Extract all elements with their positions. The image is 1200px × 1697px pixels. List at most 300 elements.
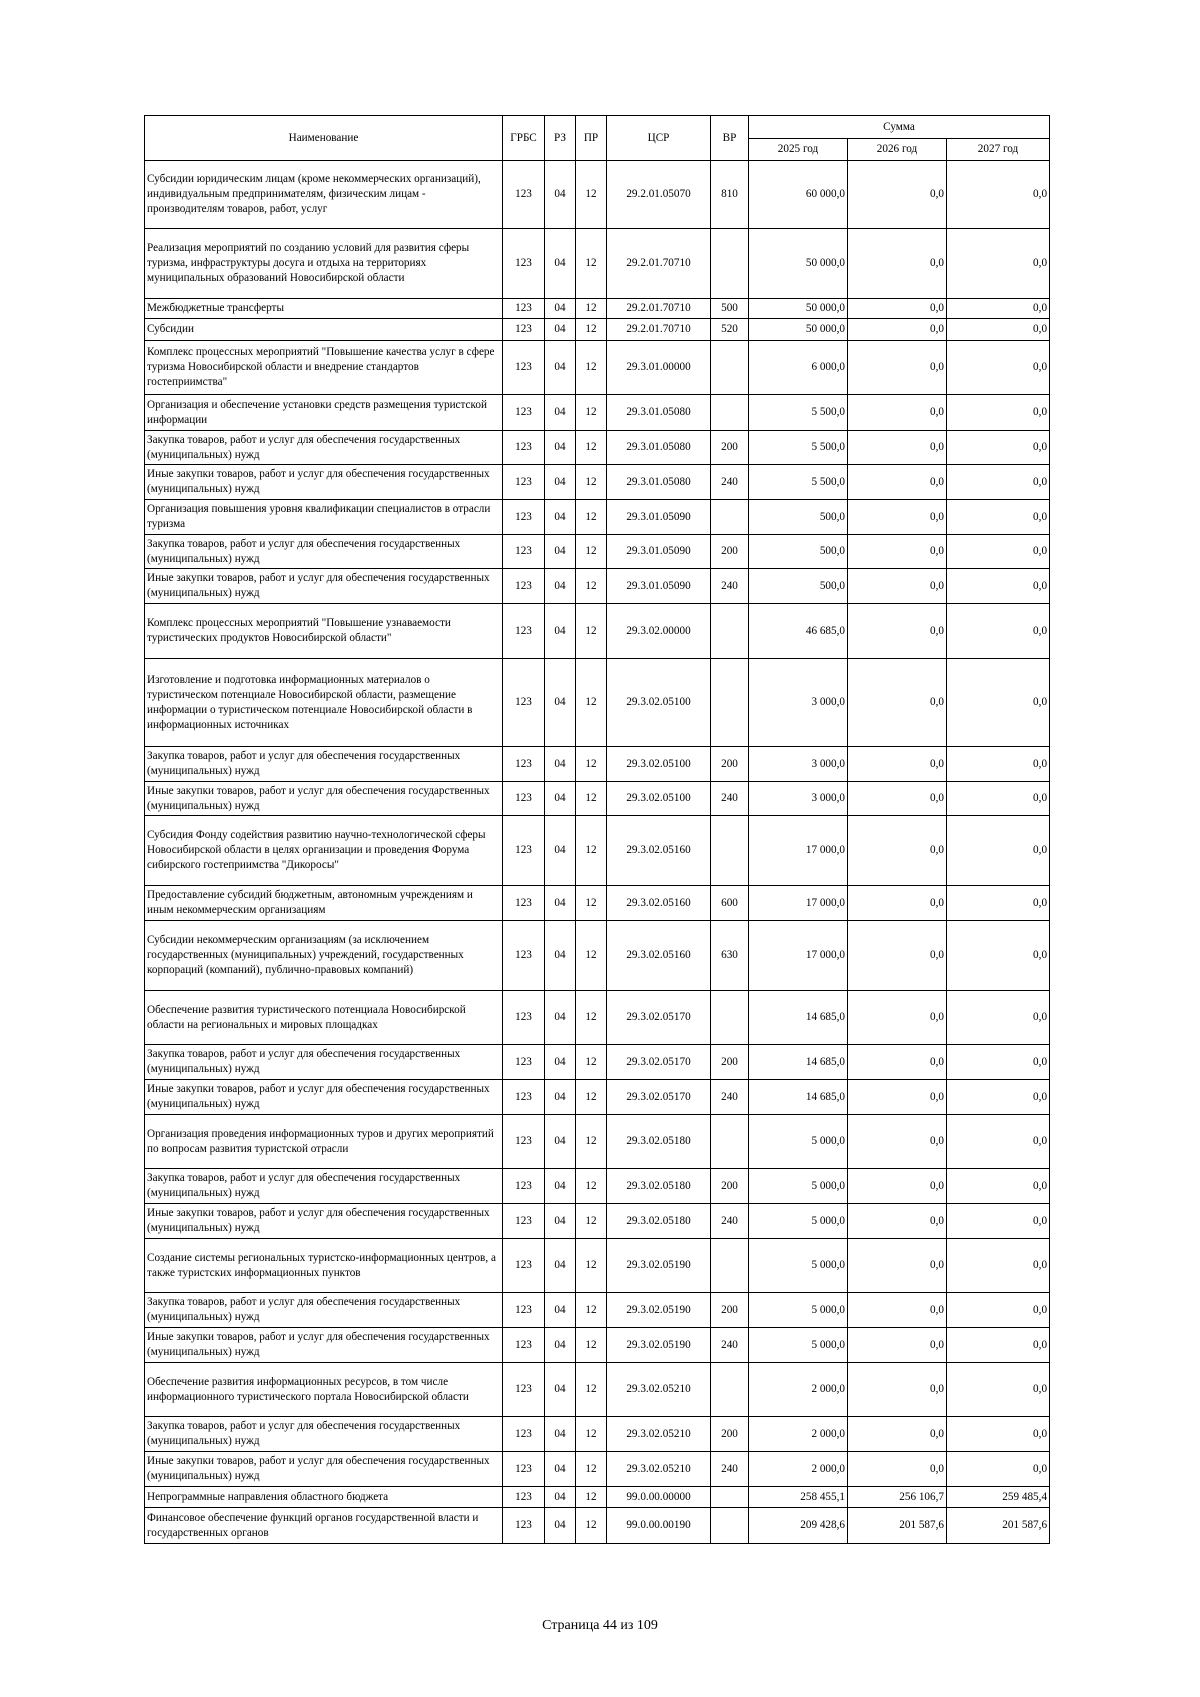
- cell-sum-2027: 0,0: [947, 431, 1050, 465]
- cell-csr: 29.3.02.05180: [607, 1204, 711, 1239]
- cell-sum-2027: 0,0: [947, 1204, 1050, 1239]
- cell-sum-2026: 0,0: [848, 319, 947, 341]
- cell-vr: 810: [711, 161, 749, 229]
- cell-rz: 04: [545, 1239, 576, 1293]
- cell-pr: 12: [576, 1045, 607, 1080]
- cell-grbs: 123: [503, 395, 545, 431]
- cell-name: Иные закупки товаров, работ и услуг для обеспечения государственных (муниципальных) нужд: [145, 465, 503, 500]
- cell-grbs: 123: [503, 782, 545, 816]
- cell-name: Иные закупки товаров, работ и услуг для обеспечения государственных (муниципальных) нужд: [145, 782, 503, 816]
- cell-rz: 04: [545, 747, 576, 782]
- cell-pr: 12: [576, 921, 607, 991]
- cell-csr: 29.3.01.05090: [607, 535, 711, 569]
- cell-sum-2025: 5 000,0: [749, 1115, 848, 1169]
- cell-sum-2025: 14 685,0: [749, 1045, 848, 1080]
- cell-pr: 12: [576, 1508, 607, 1544]
- cell-rz: 04: [545, 161, 576, 229]
- cell-grbs: 123: [503, 1452, 545, 1487]
- cell-grbs: 123: [503, 1417, 545, 1452]
- cell-vr: 240: [711, 1328, 749, 1363]
- cell-rz: 04: [545, 1417, 576, 1452]
- cell-grbs: 123: [503, 569, 545, 604]
- cell-name: Организация и обеспечение установки средств размещения туристской информации: [145, 395, 503, 431]
- table-row: [145, 395, 1050, 431]
- table-row: [145, 747, 1050, 782]
- cell-sum-2025: 500,0: [749, 500, 848, 535]
- cell-pr: 12: [576, 782, 607, 816]
- cell-rz: 04: [545, 1508, 576, 1544]
- cell-pr: 12: [576, 604, 607, 659]
- cell-sum-2027: 0,0: [947, 1080, 1050, 1115]
- cell-sum-2027: 0,0: [947, 1363, 1050, 1417]
- cell-sum-2026: 0,0: [848, 395, 947, 431]
- table-row: [145, 229, 1050, 299]
- cell-grbs: 123: [503, 161, 545, 229]
- cell-vr: [711, 395, 749, 431]
- cell-csr: 29.3.01.05080: [607, 465, 711, 500]
- cell-sum-2027: 0,0: [947, 659, 1050, 747]
- cell-sum-2025: 5 000,0: [749, 1169, 848, 1204]
- cell-sum-2025: 46 685,0: [749, 604, 848, 659]
- cell-rz: 04: [545, 431, 576, 465]
- cell-name: Межбюджетные трансферты: [145, 299, 503, 319]
- cell-sum-2025: 50 000,0: [749, 319, 848, 341]
- table-row: [145, 341, 1050, 395]
- cell-rz: 04: [545, 1045, 576, 1080]
- table-row: [145, 161, 1050, 229]
- cell-sum-2025: 5 000,0: [749, 1328, 848, 1363]
- cell-pr: 12: [576, 500, 607, 535]
- cell-grbs: 123: [503, 1239, 545, 1293]
- cell-sum-2025: 17 000,0: [749, 816, 848, 886]
- cell-name: Создание системы региональных туристско-информационных центров, а также туристских информационных пунктов: [145, 1239, 503, 1293]
- cell-rz: 04: [545, 1169, 576, 1204]
- cell-sum-2027: 0,0: [947, 535, 1050, 569]
- cell-rz: 04: [545, 782, 576, 816]
- cell-pr: 12: [576, 659, 607, 747]
- cell-name: Закупка товаров, работ и услуг для обеспечения государственных (муниципальных) нужд: [145, 535, 503, 569]
- cell-sum-2027: 0,0: [947, 569, 1050, 604]
- budget-table: [144, 115, 1050, 1544]
- cell-grbs: 123: [503, 1204, 545, 1239]
- header-2025: 2025 год: [749, 139, 848, 161]
- cell-sum-2025: 50 000,0: [749, 229, 848, 299]
- table-row: [145, 604, 1050, 659]
- cell-csr: 29.3.02.05170: [607, 1045, 711, 1080]
- table-row: [145, 816, 1050, 886]
- table-row: [145, 1080, 1050, 1115]
- cell-sum-2026: 0,0: [848, 1328, 947, 1363]
- cell-name: Закупка товаров, работ и услуг для обеспечения государственных (муниципальных) нужд: [145, 431, 503, 465]
- cell-rz: 04: [545, 1080, 576, 1115]
- cell-vr: [711, 659, 749, 747]
- cell-grbs: 123: [503, 1080, 545, 1115]
- cell-pr: 12: [576, 886, 607, 921]
- cell-name: Изготовление и подготовка информационных материалов о туристическом потенциале Новосибирской области, размещение информации о туристическом потенциале Новосибирской области в информационных источниках: [145, 659, 503, 747]
- cell-csr: 29.3.01.00000: [607, 341, 711, 395]
- cell-rz: 04: [545, 1204, 576, 1239]
- cell-name: Предоставление субсидий бюджетным, автономным учреждениям и иным некоммерческим организациям: [145, 886, 503, 921]
- cell-sum-2027: 0,0: [947, 319, 1050, 341]
- cell-sum-2026: 0,0: [848, 886, 947, 921]
- table-row: [145, 921, 1050, 991]
- cell-csr: 29.3.02.05160: [607, 886, 711, 921]
- cell-grbs: 123: [503, 921, 545, 991]
- cell-vr: 600: [711, 886, 749, 921]
- cell-rz: 04: [545, 229, 576, 299]
- cell-grbs: 123: [503, 1115, 545, 1169]
- cell-vr: [711, 341, 749, 395]
- cell-grbs: 123: [503, 1508, 545, 1544]
- cell-sum-2026: 0,0: [848, 569, 947, 604]
- cell-sum-2026: 0,0: [848, 747, 947, 782]
- cell-sum-2025: 500,0: [749, 535, 848, 569]
- cell-pr: 12: [576, 341, 607, 395]
- cell-vr: 520: [711, 319, 749, 341]
- cell-sum-2025: 5 000,0: [749, 1293, 848, 1328]
- cell-sum-2027: 0,0: [947, 500, 1050, 535]
- cell-sum-2027: 0,0: [947, 747, 1050, 782]
- table-row: [145, 782, 1050, 816]
- cell-sum-2027: 0,0: [947, 816, 1050, 886]
- header-sum: Сумма: [749, 116, 1050, 139]
- cell-sum-2025: 3 000,0: [749, 659, 848, 747]
- cell-pr: 12: [576, 299, 607, 319]
- cell-name: Иные закупки товаров, работ и услуг для обеспечения государственных (муниципальных) нужд: [145, 1080, 503, 1115]
- cell-pr: 12: [576, 1239, 607, 1293]
- cell-name: Иные закупки товаров, работ и услуг для обеспечения государственных (муниципальных) нужд: [145, 1452, 503, 1487]
- cell-vr: 200: [711, 1293, 749, 1328]
- cell-grbs: 123: [503, 604, 545, 659]
- cell-name: Субсидии некоммерческим организациям (за исключением государственных (муниципальных) учреждений, государственных корпораций (компаний), публично-правовых компаний): [145, 921, 503, 991]
- cell-grbs: 123: [503, 341, 545, 395]
- cell-name: Закупка товаров, работ и услуг для обеспечения государственных (муниципальных) нужд: [145, 1293, 503, 1328]
- cell-sum-2026: 0,0: [848, 1452, 947, 1487]
- cell-vr: 200: [711, 747, 749, 782]
- cell-grbs: 123: [503, 1328, 545, 1363]
- cell-sum-2026: 0,0: [848, 1293, 947, 1328]
- cell-vr: [711, 1508, 749, 1544]
- cell-name: Обеспечение развития информационных ресурсов, в том числе информационного туристического портала Новосибирской области: [145, 1363, 503, 1417]
- table-row: [145, 1487, 1050, 1508]
- cell-vr: 200: [711, 1169, 749, 1204]
- cell-sum-2025: 6 000,0: [749, 341, 848, 395]
- cell-sum-2026: 0,0: [848, 991, 947, 1045]
- header-2026: 2026 год: [848, 139, 947, 161]
- table-row: [145, 659, 1050, 747]
- cell-sum-2025: 14 685,0: [749, 991, 848, 1045]
- header-name: Наименование: [145, 116, 503, 161]
- cell-csr: 29.3.01.05080: [607, 431, 711, 465]
- cell-sum-2025: 2 000,0: [749, 1363, 848, 1417]
- cell-sum-2026: 0,0: [848, 1045, 947, 1080]
- cell-sum-2026: 0,0: [848, 341, 947, 395]
- cell-grbs: 123: [503, 229, 545, 299]
- cell-csr: 29.3.02.05160: [607, 816, 711, 886]
- cell-csr: 29.3.01.05080: [607, 395, 711, 431]
- cell-rz: 04: [545, 816, 576, 886]
- cell-vr: 200: [711, 1417, 749, 1452]
- header-vr: ВР: [711, 116, 749, 161]
- cell-vr: [711, 1115, 749, 1169]
- cell-sum-2027: 0,0: [947, 161, 1050, 229]
- cell-vr: 500: [711, 299, 749, 319]
- cell-grbs: 123: [503, 1169, 545, 1204]
- cell-sum-2026: 0,0: [848, 1239, 947, 1293]
- cell-sum-2025: 3 000,0: [749, 782, 848, 816]
- cell-vr: 200: [711, 431, 749, 465]
- table-header: [145, 116, 1050, 161]
- cell-name: Субсидии: [145, 319, 503, 341]
- cell-csr: 29.3.01.05090: [607, 500, 711, 535]
- cell-csr: 29.3.02.05210: [607, 1363, 711, 1417]
- cell-name: Иные закупки товаров, работ и услуг для обеспечения государственных (муниципальных) нужд: [145, 569, 503, 604]
- cell-pr: 12: [576, 1204, 607, 1239]
- cell-vr: 240: [711, 569, 749, 604]
- header-csr: ЦСР: [607, 116, 711, 161]
- cell-sum-2027: 201 587,6: [947, 1508, 1050, 1544]
- cell-sum-2027: 0,0: [947, 1417, 1050, 1452]
- cell-pr: 12: [576, 1487, 607, 1508]
- cell-grbs: 123: [503, 816, 545, 886]
- cell-sum-2026: 0,0: [848, 161, 947, 229]
- cell-pr: 12: [576, 431, 607, 465]
- cell-pr: 12: [576, 465, 607, 500]
- cell-csr: 99.0.00.00000: [607, 1487, 711, 1508]
- cell-name: Комплекс процессных мероприятий "Повышение качества услуг в сфере туризма Новосибирской области и внедрение стандартов гостеприимства": [145, 341, 503, 395]
- cell-vr: 630: [711, 921, 749, 991]
- header-grbs: ГРБС: [503, 116, 545, 161]
- cell-vr: [711, 500, 749, 535]
- cell-sum-2026: 0,0: [848, 1169, 947, 1204]
- cell-rz: 04: [545, 500, 576, 535]
- cell-vr: [711, 1239, 749, 1293]
- cell-sum-2026: 256 106,7: [848, 1487, 947, 1508]
- cell-sum-2025: 5 000,0: [749, 1239, 848, 1293]
- cell-csr: 29.3.02.05190: [607, 1328, 711, 1363]
- cell-sum-2026: 0,0: [848, 465, 947, 500]
- cell-rz: 04: [545, 1293, 576, 1328]
- cell-sum-2027: 0,0: [947, 1328, 1050, 1363]
- header-rz: РЗ: [545, 116, 576, 161]
- cell-rz: 04: [545, 1328, 576, 1363]
- cell-grbs: 123: [503, 431, 545, 465]
- cell-sum-2026: 0,0: [848, 604, 947, 659]
- cell-sum-2027: 0,0: [947, 604, 1050, 659]
- cell-sum-2026: 0,0: [848, 816, 947, 886]
- cell-sum-2026: 0,0: [848, 299, 947, 319]
- cell-vr: [711, 1487, 749, 1508]
- cell-sum-2027: 0,0: [947, 1239, 1050, 1293]
- cell-sum-2027: 0,0: [947, 299, 1050, 319]
- cell-rz: 04: [545, 1452, 576, 1487]
- cell-pr: 12: [576, 319, 607, 341]
- table-row: [145, 431, 1050, 465]
- cell-sum-2026: 0,0: [848, 1363, 947, 1417]
- table-row: [145, 535, 1050, 569]
- cell-csr: 29.2.01.70710: [607, 229, 711, 299]
- cell-csr: 29.3.02.05100: [607, 782, 711, 816]
- cell-sum-2025: 258 455,1: [749, 1487, 848, 1508]
- cell-name: Субсидии юридическим лицам (кроме некоммерческих организаций), индивидуальным предпринимателям, физическим лицам - производителям товаров, работ, услуг: [145, 161, 503, 229]
- table-row: [145, 319, 1050, 341]
- cell-name: Закупка товаров, работ и услуг для обеспечения государственных (муниципальных) нужд: [145, 1169, 503, 1204]
- table-row: [145, 1169, 1050, 1204]
- cell-csr: 29.2.01.70710: [607, 299, 711, 319]
- cell-sum-2025: 5 500,0: [749, 431, 848, 465]
- cell-name: Обеспечение развития туристического потенциала Новосибирской области на региональных и мировых площадках: [145, 991, 503, 1045]
- cell-sum-2026: 0,0: [848, 1417, 947, 1452]
- cell-sum-2026: 0,0: [848, 782, 947, 816]
- cell-pr: 12: [576, 569, 607, 604]
- table-row: [145, 1115, 1050, 1169]
- cell-rz: 04: [545, 1115, 576, 1169]
- header-2027: 2027 год: [947, 139, 1050, 161]
- table-row: [145, 886, 1050, 921]
- cell-vr: [711, 604, 749, 659]
- cell-sum-2027: 259 485,4: [947, 1487, 1050, 1508]
- table-row: [145, 1239, 1050, 1293]
- cell-grbs: 123: [503, 1487, 545, 1508]
- cell-sum-2027: 0,0: [947, 1169, 1050, 1204]
- cell-rz: 04: [545, 1363, 576, 1417]
- cell-pr: 12: [576, 1169, 607, 1204]
- cell-csr: 29.3.02.05190: [607, 1293, 711, 1328]
- table-row: [145, 465, 1050, 500]
- cell-vr: 200: [711, 535, 749, 569]
- cell-sum-2027: 0,0: [947, 229, 1050, 299]
- cell-grbs: 123: [503, 659, 545, 747]
- cell-sum-2025: 5 500,0: [749, 395, 848, 431]
- cell-vr: 240: [711, 782, 749, 816]
- cell-name: Субсидия Фонду содействия развитию научно-технологической сферы Новосибирской области в целях организации и проведения Форума сибирского гостеприимства "Дикоросы": [145, 816, 503, 886]
- cell-sum-2025: 5 000,0: [749, 1204, 848, 1239]
- cell-sum-2027: 0,0: [947, 1115, 1050, 1169]
- cell-sum-2025: 209 428,6: [749, 1508, 848, 1544]
- table-row: [145, 569, 1050, 604]
- cell-pr: 12: [576, 1293, 607, 1328]
- cell-pr: 12: [576, 1452, 607, 1487]
- cell-sum-2025: 50 000,0: [749, 299, 848, 319]
- cell-rz: 04: [545, 886, 576, 921]
- cell-sum-2026: 0,0: [848, 431, 947, 465]
- cell-vr: [711, 1363, 749, 1417]
- cell-csr: 29.3.02.05160: [607, 921, 711, 991]
- cell-grbs: 123: [503, 465, 545, 500]
- cell-rz: 04: [545, 319, 576, 341]
- cell-csr: 29.3.02.05180: [607, 1115, 711, 1169]
- cell-sum-2027: 0,0: [947, 991, 1050, 1045]
- cell-pr: 12: [576, 816, 607, 886]
- table-row: [145, 1508, 1050, 1544]
- cell-rz: 04: [545, 395, 576, 431]
- cell-pr: 12: [576, 161, 607, 229]
- cell-pr: 12: [576, 395, 607, 431]
- cell-rz: 04: [545, 569, 576, 604]
- cell-rz: 04: [545, 921, 576, 991]
- cell-grbs: 123: [503, 991, 545, 1045]
- cell-csr: 29.2.01.70710: [607, 319, 711, 341]
- cell-grbs: 123: [503, 1293, 545, 1328]
- cell-sum-2027: 0,0: [947, 886, 1050, 921]
- cell-pr: 12: [576, 747, 607, 782]
- cell-sum-2027: 0,0: [947, 1045, 1050, 1080]
- table-row: [145, 1045, 1050, 1080]
- cell-sum-2025: 5 500,0: [749, 465, 848, 500]
- cell-csr: 29.3.02.05170: [607, 991, 711, 1045]
- cell-rz: 04: [545, 535, 576, 569]
- cell-sum-2026: 0,0: [848, 535, 947, 569]
- cell-sum-2027: 0,0: [947, 465, 1050, 500]
- page-number: Страница 44 из 109: [542, 1618, 658, 1633]
- cell-name: Закупка товаров, работ и услуг для обеспечения государственных (муниципальных) нужд: [145, 1417, 503, 1452]
- cell-vr: [711, 816, 749, 886]
- cell-pr: 12: [576, 535, 607, 569]
- cell-rz: 04: [545, 604, 576, 659]
- cell-pr: 12: [576, 1115, 607, 1169]
- cell-sum-2027: 0,0: [947, 1293, 1050, 1328]
- cell-name: Финансовое обеспечение функций органов государственной власти и государственных органов: [145, 1508, 503, 1544]
- cell-sum-2027: 0,0: [947, 1452, 1050, 1487]
- cell-pr: 12: [576, 229, 607, 299]
- table-row: [145, 1452, 1050, 1487]
- cell-csr: 29.3.02.05100: [607, 747, 711, 782]
- cell-name: Иные закупки товаров, работ и услуг для обеспечения государственных (муниципальных) нужд: [145, 1204, 503, 1239]
- cell-grbs: 123: [503, 500, 545, 535]
- header-pr: ПР: [576, 116, 607, 161]
- cell-vr: 240: [711, 1080, 749, 1115]
- cell-grbs: 123: [503, 299, 545, 319]
- cell-sum-2027: 0,0: [947, 395, 1050, 431]
- cell-sum-2026: 0,0: [848, 1080, 947, 1115]
- cell-sum-2026: 0,0: [848, 500, 947, 535]
- cell-csr: 29.3.01.05090: [607, 569, 711, 604]
- cell-vr: 240: [711, 1452, 749, 1487]
- table-body: [145, 161, 1050, 1544]
- cell-rz: 04: [545, 1487, 576, 1508]
- table-row: [145, 500, 1050, 535]
- cell-sum-2027: 0,0: [947, 341, 1050, 395]
- cell-pr: 12: [576, 1363, 607, 1417]
- cell-vr: [711, 229, 749, 299]
- cell-name: Иные закупки товаров, работ и услуг для обеспечения государственных (муниципальных) нужд: [145, 1328, 503, 1363]
- cell-sum-2026: 0,0: [848, 1115, 947, 1169]
- cell-name: Закупка товаров, работ и услуг для обеспечения государственных (муниципальных) нужд: [145, 747, 503, 782]
- cell-csr: 29.3.02.00000: [607, 604, 711, 659]
- cell-name: Организация повышения уровня квалификации специалистов в отрасли туризма: [145, 500, 503, 535]
- table-row: [145, 1204, 1050, 1239]
- cell-rz: 04: [545, 659, 576, 747]
- cell-vr: 240: [711, 1204, 749, 1239]
- cell-rz: 04: [545, 341, 576, 395]
- cell-pr: 12: [576, 1328, 607, 1363]
- cell-csr: 29.3.02.05170: [607, 1080, 711, 1115]
- cell-vr: [711, 991, 749, 1045]
- cell-csr: 29.3.02.05190: [607, 1239, 711, 1293]
- cell-name: Закупка товаров, работ и услуг для обеспечения государственных (муниципальных) нужд: [145, 1045, 503, 1080]
- cell-sum-2027: 0,0: [947, 921, 1050, 991]
- cell-vr: 200: [711, 1045, 749, 1080]
- cell-pr: 12: [576, 1417, 607, 1452]
- table-row: [145, 1293, 1050, 1328]
- table-row: [145, 1328, 1050, 1363]
- cell-sum-2025: 14 685,0: [749, 1080, 848, 1115]
- cell-sum-2025: 60 000,0: [749, 161, 848, 229]
- table-row: [145, 299, 1050, 319]
- cell-sum-2026: 0,0: [848, 229, 947, 299]
- table-row: [145, 991, 1050, 1045]
- table-row: [145, 1363, 1050, 1417]
